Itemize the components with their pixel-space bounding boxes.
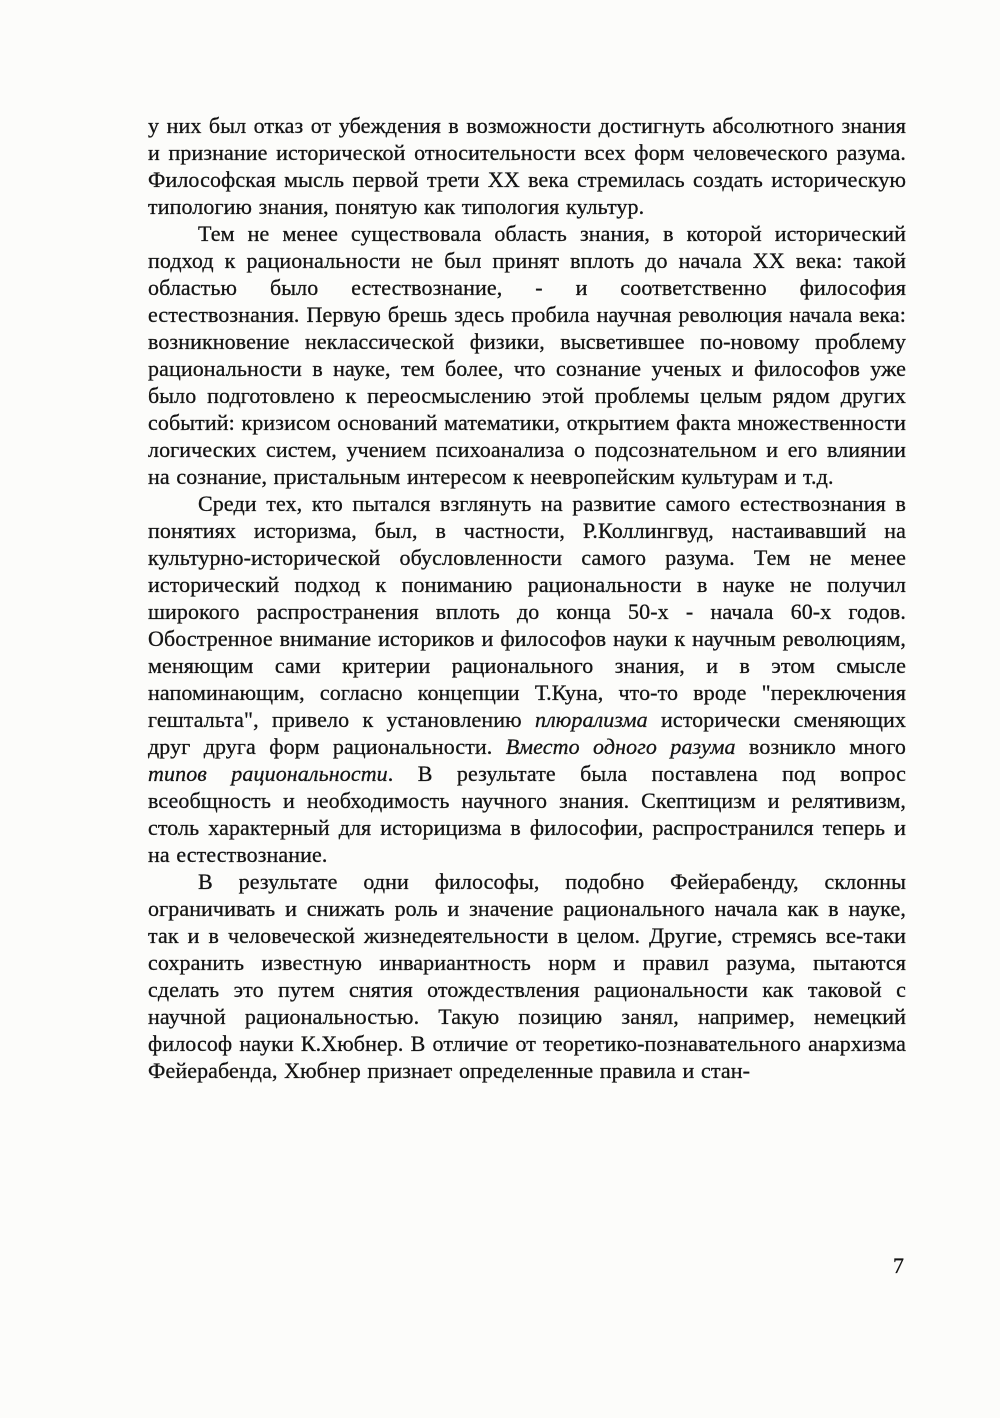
text-segment: Среди тех, кто пытался взглянуть на развитие самого естествознания в понятиях историзма, был, в частности, Р.Коллингвуд, настаивавший на культурно-исторической обусловленности самого разума. Тем не менее исторический подход к пониманию рациональности в науке не получил широкого распространения вплоть до конца 50-х - начала 60-х годов. Обостренное внимание историков и философов науки к научным революциям, меняющим сами критерии рационального знания, и в этом смысле напоминающим, согласно концепции Т.Куна, что-то вроде "переключения гештальта", привело к установлению [148, 491, 906, 732]
text-block [148, 112, 906, 1084]
text-segment: . В результате была поставлена под вопрос всеобщность и необходимость научного знания. Скептицизм и релятивизм, столь характерный для историцизма в философии, распространился теперь и на естествознание. [148, 761, 906, 867]
paragraph [148, 868, 906, 1084]
italic-text-segment: типов рациональности [148, 761, 388, 786]
text-segment: Тем не менее существовала область знания, в которой исторический подход к рациональности не был принят вплоть до начала XX века: такой областью было естествознание, - и соответственно философия естествознания. Первую брешь здесь пробила научная революция начала века: возникновение неклассической физики, высветившее по-новому проблему рациональности в науке, тем более, что сознание ученых и философов уже было подготовлено к переосмыслению этой проблемы целым рядом других событий: кризисом оснований математики, открытием факта множественности логических систем, учением психоанализа о подсознательном и его влиянии на сознание, пристальным интересом к неевропейским культурам и т.д. [148, 221, 906, 489]
paragraph [148, 220, 906, 490]
text-segment: у них был отказ от убеждения в возможности достигнуть абсолютного знания и признание исторической относительности всех форм человеческого разума. Философская мысль первой трети XX века стремилась создать историческую типологию знания, понятую как типология культур. [148, 113, 906, 219]
italic-text-segment: плюрализма [534, 707, 648, 732]
text-segment: возникло много [735, 734, 907, 759]
page-number: 7 [893, 1253, 904, 1278]
text-segment: В результате одни философы, подобно Фейерабенду, склонны ограничивать и снижать роль и значение рационального начала как в науке, так и в человеческой жизнедеятельности в целом. Другие, стремясь все-таки сохранить известную инвариантность норм и правил разума, пытаются сделать это путем снятия отождествления рациональности как таковой с научной рациональностью. Такую позицию занял, например, немецкий философ науки К.Хюбнер. В отличие от теоретико-познавательного анархизма Фейерабенда, Хюбнер признает определенные правила и стан- [148, 869, 906, 1083]
text-segment: исторически сменяющих друг друга форм рациональности. [148, 707, 906, 759]
paragraph [148, 490, 906, 868]
italic-text-segment: Вместо одного разума [505, 734, 736, 759]
paragraph [148, 112, 906, 220]
